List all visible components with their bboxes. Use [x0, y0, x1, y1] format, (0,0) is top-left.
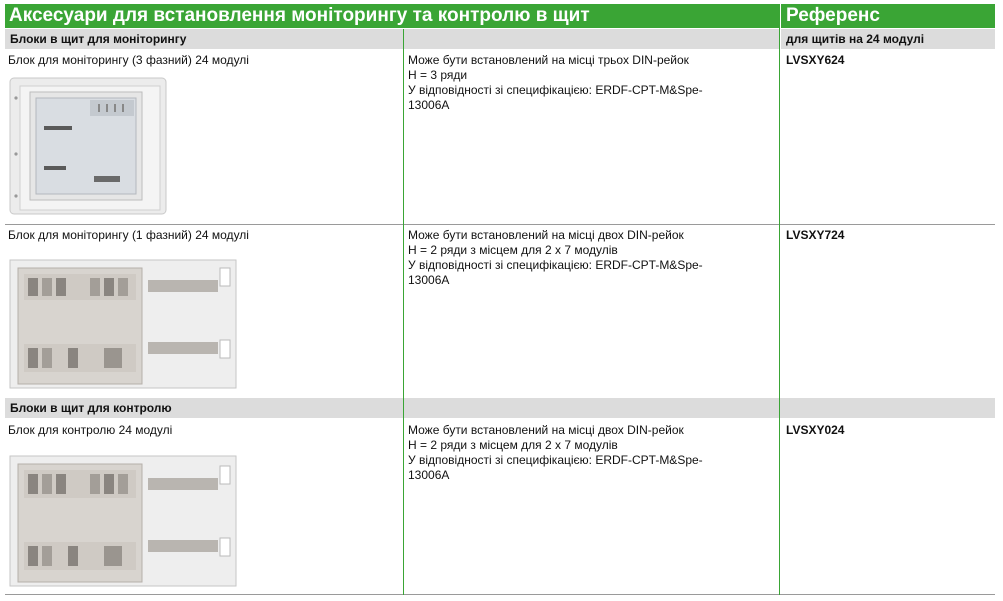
product-description: Може бути встановлений на місці двох DIN-рейок H = 2 ряди з місцем для 2 x 7 модулів У відповідності зі специфікацією: ERDF-CPT-M&Spe- 13006A	[408, 423, 703, 482]
product-reference: LVSXY624	[786, 53, 845, 67]
product-image-1-phase-block	[8, 250, 240, 394]
section-title: Блоки в щит для контролю	[5, 398, 403, 418]
product-description: Може бути встановлений на місці трьох DIN-рейок H = 3 ряди У відповідності зі специфікацією: ERDF-CPT-M&Spe- 13006A	[408, 53, 703, 112]
product-reference: LVSXY024	[786, 423, 845, 437]
column-separator	[403, 29, 404, 595]
section-spacer	[404, 29, 779, 49]
table-title: Аксесуари для встановлення моніторингу та контролю в щит	[5, 4, 779, 28]
table-bottom-border	[5, 594, 995, 595]
product-name: Блок для моніторингу (3 фазний) 24 модулі	[8, 53, 249, 67]
product-image-control-block	[8, 446, 240, 592]
section-reference-note: для щитів на 24 модулі	[781, 29, 995, 49]
column-separator	[779, 4, 780, 595]
product-name: Блок для контролю 24 модулі	[8, 423, 173, 437]
reference-column-header: Референс	[781, 4, 995, 28]
section-spacer	[404, 398, 995, 418]
section-title: Блоки в щит для моніторингу	[5, 29, 403, 49]
product-image-3-phase-block	[8, 76, 170, 218]
product-description: Може бути встановлений на місці двох DIN-рейок H = 2 ряди з місцем для 2 x 7 модулів У відповідності зі специфікацією: ERDF-CPT-M&Spe- 13006A	[408, 228, 703, 287]
product-name: Блок для моніторингу (1 фазний) 24 модулі	[8, 228, 249, 242]
row-divider	[5, 224, 995, 225]
product-reference: LVSXY724	[786, 228, 845, 242]
